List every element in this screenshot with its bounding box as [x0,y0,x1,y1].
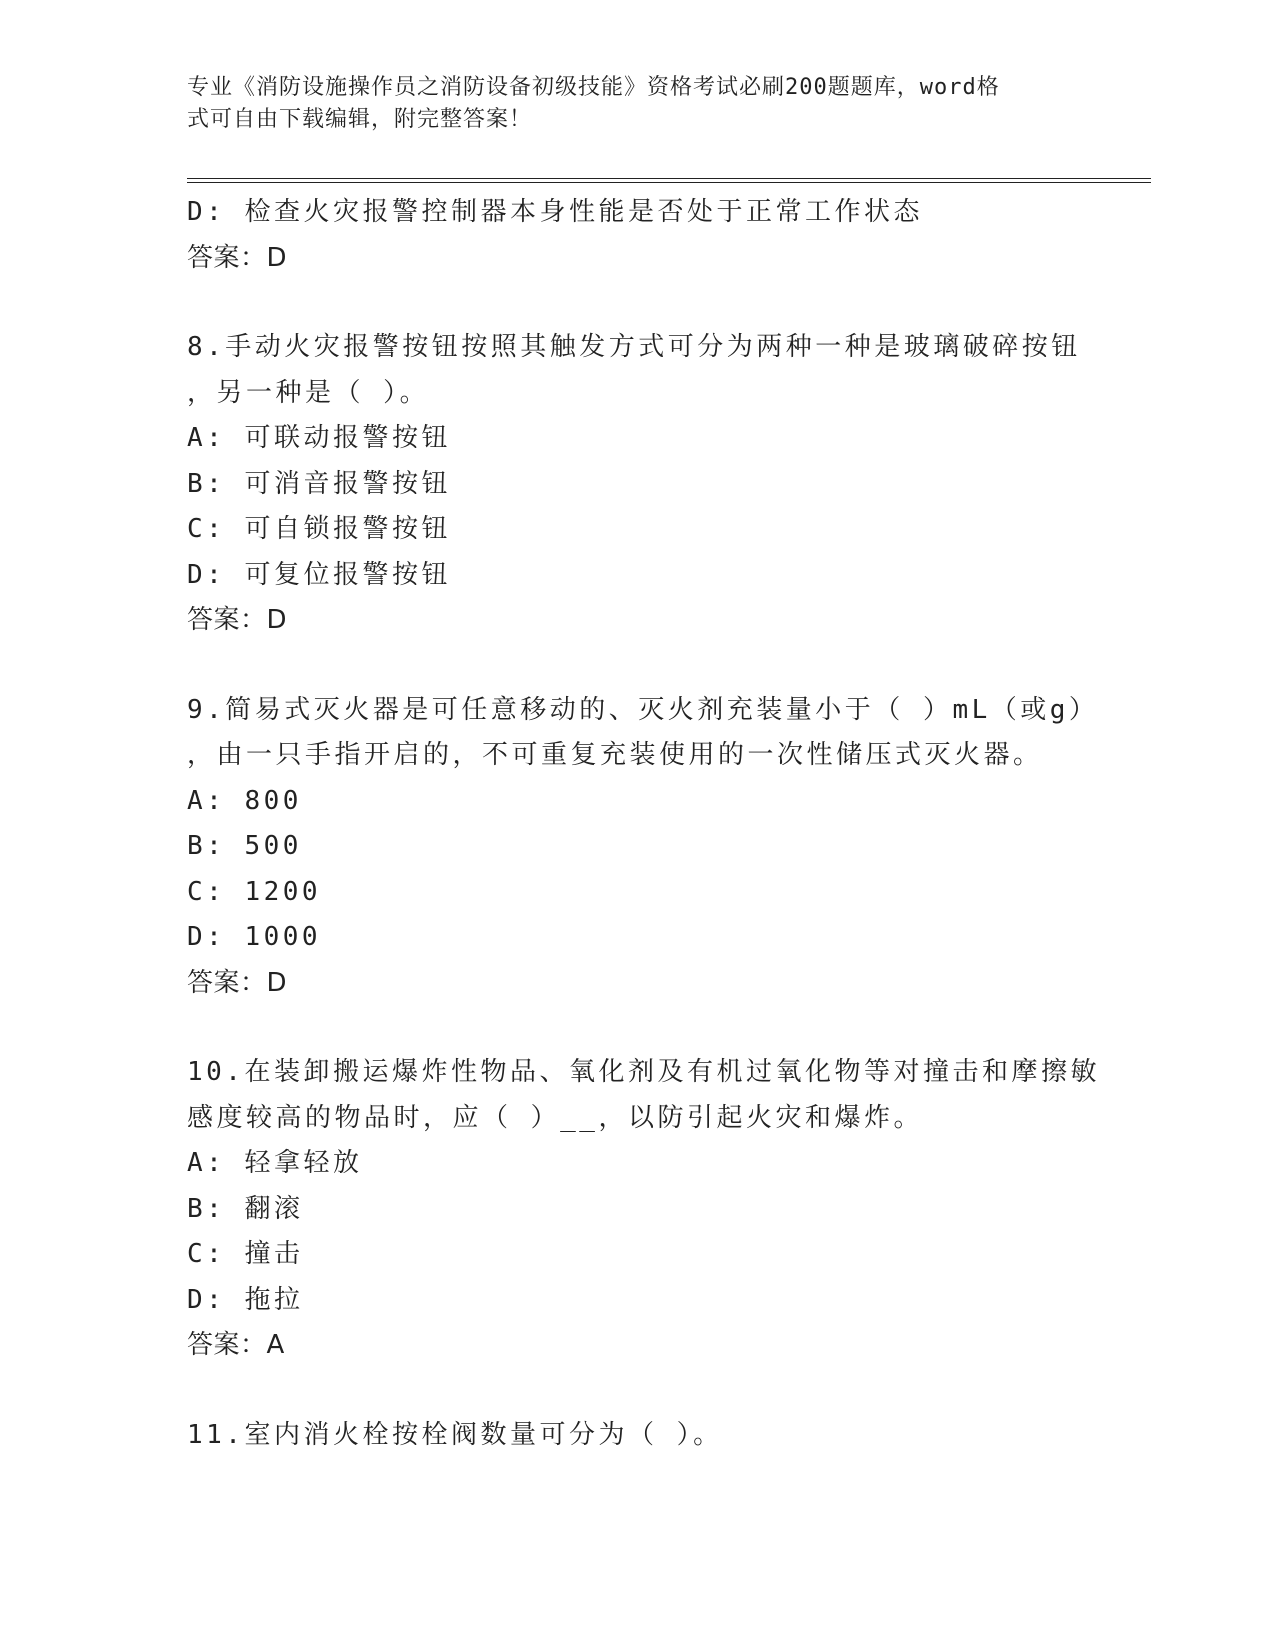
question-list [187,190,1100,1458]
answer-line: 答案：A [187,1330,285,1360]
option-b: B: 500 [187,831,302,861]
question-stem-line-1: 10.在装卸搬运爆炸性物品、氧化剂及有机过氧化物等对撞击和摩擦敏 [187,1057,1100,1087]
option-a: A: 可联动报警按钮 [187,423,451,453]
option-c: C: 可自锁报警按钮 [187,514,451,544]
question-stem-line-1: 9.简易式灭火器是可任意移动的、灭火剂充装量小于（ ）mL（或g） [187,694,1099,725]
option-a: A: 800 [187,785,302,816]
option-b: B: 翻滚 [187,1193,304,1224]
question-spacer [187,1369,1087,1413]
question-block-11 [187,1413,1087,1459]
option-d: D: 1000 [187,922,322,952]
question-stem-line-2: ，另一种是（ ）。 [187,377,430,408]
question-spacer [187,1006,1087,1050]
question-block-7 [187,190,1087,281]
question-spacer [187,644,1087,688]
question-block-9 [187,688,1099,1007]
page-header [187,72,1067,136]
answer-line: 答案：D [187,242,288,273]
answer-line: 答案：D [187,967,288,998]
header-divider-bottom [187,182,1151,183]
option-c: C: 撞击 [187,1239,304,1269]
question-stem-line-1: 8.手动火灾报警按钮按照其触发方式可分为两种一种是玻璃破碎按钮 [187,332,1081,362]
header-divider-top [187,178,1151,179]
question-stem-line-2: 感度较高的物品时，应（ ）__，以防引起火灾和爆炸。 [187,1102,923,1133]
option-c: C: 1200 [187,876,322,907]
option-b: B: 可消音报警按钮 [187,468,451,499]
header-line-2: 式可自由下载编辑，附完整答案！ [187,107,533,132]
option-d: D: 拖拉 [187,1284,304,1315]
option-a: A: 轻拿轻放 [187,1148,363,1178]
question-spacer [187,281,1087,325]
question-block-10 [187,1050,1100,1369]
question-block-8 [187,325,1087,644]
option-d: D: 检查火灾报警控制器本身性能是否处于正常工作状态 [187,197,923,227]
option-d: D: 可复位报警按钮 [187,559,451,590]
question-stem-line-1: 11.室内消火栓按栓阀数量可分为（ ）。 [187,1419,723,1450]
question-stem-line-2: ，由一只手指开启的，不可重复充装使用的一次性储压式灭火器。 [187,740,1043,770]
answer-line: 答案：D [187,605,288,635]
header-line-1: 专业《消防设施操作员之消防设备初级技能》资格考试必刷200题题库，word格 [187,75,1000,100]
